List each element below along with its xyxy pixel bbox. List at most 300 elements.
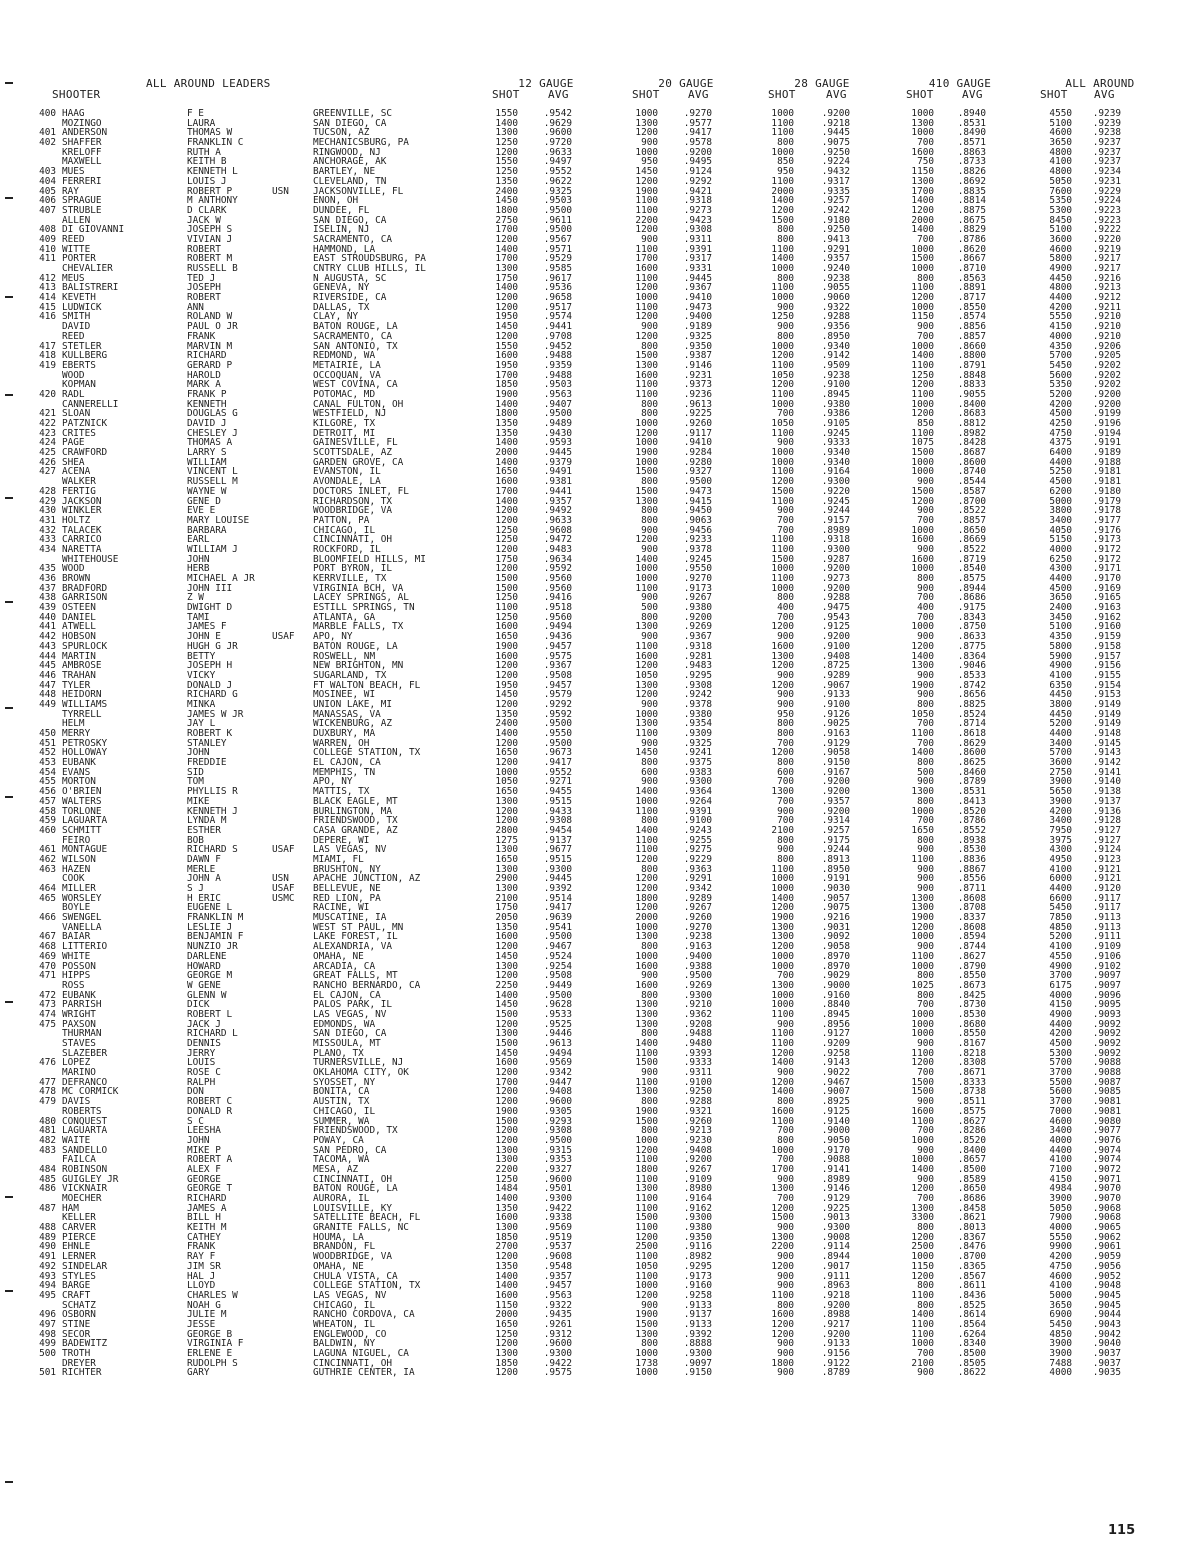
shot-410-cell: 1000 xyxy=(911,1251,934,1263)
avg-12-cell: .9600 xyxy=(543,1338,572,1350)
avg-410-cell: .8775 xyxy=(957,640,986,652)
shot-12-cell: 2000 xyxy=(495,447,518,459)
avg-all-cell: .9074 xyxy=(1092,1144,1121,1156)
city-state-cell: RIVERSIDE, CA xyxy=(313,292,387,304)
shot-410-cell: 1000 xyxy=(911,621,934,633)
table-row xyxy=(0,1029,1200,1039)
shot-12-cell: 1750 xyxy=(495,902,518,914)
avg-28-cell: .9129 xyxy=(821,737,850,749)
avg-12-cell: .9500 xyxy=(543,408,572,420)
avg-12-cell: .9552 xyxy=(543,166,572,178)
avg-20-cell: .9373 xyxy=(683,379,712,391)
avg-20-cell: .9255 xyxy=(683,834,712,846)
avg-12-cell: .9708 xyxy=(543,330,572,342)
avg-410-cell: .8829 xyxy=(957,224,986,236)
table-row xyxy=(0,1175,1200,1185)
rank-cell: 479 xyxy=(39,1096,56,1108)
first-name-cell: FREDDIE xyxy=(187,757,227,769)
rank-cell: 476 xyxy=(39,1057,56,1069)
table-row xyxy=(0,700,1200,710)
shot-20-cell: 1300 xyxy=(635,679,658,691)
shot-28-cell: 1000 xyxy=(771,999,794,1011)
avg-all-cell: .9181 xyxy=(1092,476,1121,488)
shot-410-cell: 1500 xyxy=(911,1086,934,1098)
first-name-cell: MARY LOUISE xyxy=(187,514,250,526)
table-row xyxy=(0,1039,1200,1049)
shot-12-cell: 1200 xyxy=(495,1096,518,1108)
shot-all-cell: 7100 xyxy=(1049,1163,1072,1175)
shot-all-cell: 5350 xyxy=(1049,195,1072,207)
avg-12-cell: .9628 xyxy=(543,999,572,1011)
table-row xyxy=(0,758,1200,768)
shot-all-cell: 3400 xyxy=(1049,815,1072,827)
last-name-cell: KOPMAN xyxy=(62,379,96,391)
shot-410-cell: 1700 xyxy=(911,185,934,197)
shot-410-cell: 1100 xyxy=(911,1289,934,1301)
avg-all-cell: .9229 xyxy=(1092,185,1121,197)
shot-20-cell: 1200 xyxy=(635,330,658,342)
avg-all-cell: .9097 xyxy=(1092,970,1121,982)
shot-410-cell: 400 xyxy=(917,602,934,614)
rank-cell: 426 xyxy=(39,456,56,468)
avg-20-cell: .9417 xyxy=(683,127,712,139)
shot-20-cell: 1200 xyxy=(635,1144,658,1156)
avg-12-cell: .9445 xyxy=(543,873,572,885)
shot-28-cell: 1100 xyxy=(771,427,794,439)
city-state-cell: MARBLE FALLS, TX xyxy=(313,621,404,633)
shot-28-cell: 1200 xyxy=(771,679,794,691)
shot-12-cell: 1300 xyxy=(495,1144,518,1156)
shot-410-cell: 900 xyxy=(917,543,934,555)
shot-410-cell: 700 xyxy=(917,1125,934,1137)
table-row xyxy=(0,923,1200,933)
shot-12-cell: 1200 xyxy=(495,233,518,245)
avg-12-cell: .9617 xyxy=(543,272,572,284)
avg-all-cell: .9056 xyxy=(1092,1260,1121,1272)
shot-28-cell: 1600 xyxy=(771,1105,794,1117)
rank-cell: 411 xyxy=(39,253,56,265)
avg-28-cell: .9030 xyxy=(821,883,850,894)
table-row xyxy=(0,1058,1200,1068)
avg-20-cell: .9225 xyxy=(683,408,712,420)
avg-410-cell: .8505 xyxy=(957,1357,986,1369)
first-name-cell: ANN xyxy=(187,301,204,313)
table-row xyxy=(0,177,1200,187)
shot-all-cell: 6175 xyxy=(1049,979,1072,991)
avg-20-cell: .9500 xyxy=(683,970,712,982)
rank-cell: 429 xyxy=(39,495,56,507)
shot-410-cell: 700 xyxy=(917,137,934,149)
avg-12-cell: .9550 xyxy=(543,728,572,739)
city-state-cell: DALLAS, TX xyxy=(313,301,370,313)
avg-20-cell: .8980 xyxy=(683,1183,712,1195)
avg-28-cell: .9445 xyxy=(821,127,850,139)
city-state-cell: LAS VEGAS, NV xyxy=(313,1289,387,1301)
rank-cell: 417 xyxy=(39,340,56,352)
first-name-cell: JOHN III xyxy=(187,582,233,594)
avg-12-cell: .9608 xyxy=(543,524,572,536)
avg-all-cell: .9160 xyxy=(1092,621,1121,633)
shot-28-cell: 1050 xyxy=(771,418,794,429)
shot-28-cell: 800 xyxy=(777,224,794,236)
table-row xyxy=(0,1126,1200,1136)
avg-410-cell: .8286 xyxy=(957,1125,986,1137)
avg-28-cell: .9143 xyxy=(821,1057,850,1069)
avg-all-cell: .9191 xyxy=(1092,437,1121,449)
rank-cell: 437 xyxy=(39,582,56,594)
avg-410-cell: .8400 xyxy=(957,1144,986,1156)
avg-410-cell: .8710 xyxy=(957,263,986,274)
shot-all-cell: 5100 xyxy=(1049,117,1072,129)
shot-410-cell: 700 xyxy=(917,1348,934,1359)
avg-410-cell: .8835 xyxy=(957,185,986,197)
shot-12-cell: 1300 xyxy=(495,844,518,856)
first-name-cell: KEITH M xyxy=(187,1222,227,1234)
avg-410-cell: .8671 xyxy=(957,1067,986,1079)
last-name-cell: WILLIAMS xyxy=(62,698,108,710)
avg-12-cell: .9567 xyxy=(543,233,572,245)
avg-12-cell: .9472 xyxy=(543,534,572,546)
last-name-cell: WHITE xyxy=(62,950,91,962)
table-row xyxy=(0,458,1200,468)
avg-12-cell: .9629 xyxy=(543,117,572,129)
avg-410-cell: .8608 xyxy=(957,921,986,933)
shot-410-cell: 1400 xyxy=(911,650,934,662)
avg-28-cell: .9057 xyxy=(821,892,850,904)
avg-28-cell: .9220 xyxy=(821,485,850,497)
avg-410-cell: .8552 xyxy=(957,824,986,836)
shot-410-cell: 1200 xyxy=(911,495,934,507)
shot-20-cell: 1100 xyxy=(635,243,658,255)
last-name-cell: TALACEK xyxy=(62,524,102,536)
shot-20-cell: 1100 xyxy=(635,1173,658,1185)
avg-12-cell: .9308 xyxy=(543,1125,572,1137)
avg-12-cell: .9592 xyxy=(543,708,572,720)
avg-12-cell: .9455 xyxy=(543,786,572,798)
shot-12-cell: 1700 xyxy=(495,1076,518,1088)
rank-cell: 428 xyxy=(39,485,56,497)
first-name-cell: VINCENT L xyxy=(187,466,238,478)
rank-cell: 450 xyxy=(39,728,56,739)
first-name-cell: WILLIAM xyxy=(187,456,227,468)
shot-28-cell: 1000 xyxy=(771,950,794,962)
shot-all-cell: 4750 xyxy=(1049,427,1072,439)
shot-12-cell: 1200 xyxy=(495,737,518,749)
avg-28-cell: .9180 xyxy=(821,214,850,226)
table-row xyxy=(0,748,1200,758)
avg-28-cell: .9126 xyxy=(821,708,850,720)
city-state-cell: RANCHO CORDOVA, CA xyxy=(313,1309,415,1321)
last-name-cell: FEIRO xyxy=(62,834,91,846)
table-row xyxy=(0,574,1200,584)
rank-cell: 493 xyxy=(39,1270,56,1282)
avg-all-cell: .9170 xyxy=(1092,573,1121,584)
avg-12-cell: .9503 xyxy=(543,379,572,391)
avg-410-cell: .8700 xyxy=(957,495,986,507)
city-state-cell: CASA GRANDE, AZ xyxy=(313,824,398,836)
avg-410-cell: .8733 xyxy=(957,156,986,168)
shot-12-cell: 1200 xyxy=(495,292,518,304)
city-state-cell: WOODBRIDGE, VA xyxy=(313,505,393,517)
city-state-cell: HOUMA, LA xyxy=(313,1231,364,1243)
shot-410-cell: 1200 xyxy=(911,640,934,652)
shot-410-cell: 1400 xyxy=(911,350,934,362)
first-name-cell: GEORGE M xyxy=(187,970,233,982)
shot-28-cell: 1200 xyxy=(771,941,794,953)
avg-12-cell: .9634 xyxy=(543,553,572,565)
avg-410-cell: .8625 xyxy=(957,757,986,769)
city-state-cell: RED LION, PA xyxy=(313,892,381,904)
shot-20-cell: 800 xyxy=(641,1028,658,1040)
shot-12-cell: 1484 xyxy=(495,1183,518,1195)
first-name-cell: GEORGE B xyxy=(187,1328,233,1340)
city-state-cell: PLANO, TX xyxy=(313,1047,364,1059)
first-name-cell: MICHAEL A JR xyxy=(187,573,255,584)
avg-all-cell: .9196 xyxy=(1092,418,1121,429)
avg-28-cell: .9157 xyxy=(821,514,850,526)
last-name-cell: TYLER xyxy=(62,679,91,691)
table-row xyxy=(0,1291,1200,1301)
shot-410-cell: 1000 xyxy=(911,456,934,468)
shot-20-cell: 600 xyxy=(641,766,658,778)
avg-20-cell: .9264 xyxy=(683,795,712,807)
last-name-cell: SCHMITT xyxy=(62,824,102,836)
first-name-cell: LAURA xyxy=(187,117,216,129)
avg-28-cell: .9238 xyxy=(821,369,850,381)
last-name-cell: NARETTA xyxy=(62,543,102,555)
shot-all-cell: 4000 xyxy=(1049,1134,1072,1146)
first-name-cell: JIM SR xyxy=(187,1260,221,1272)
avg-all-cell: .9068 xyxy=(1092,1212,1121,1224)
avg-all-cell: .9219 xyxy=(1092,243,1121,255)
avg-28-cell: .9217 xyxy=(821,1318,850,1330)
shot-12-cell: 1450 xyxy=(495,195,518,207)
shot-20-cell: 1100 xyxy=(635,204,658,216)
avg-28-cell: .9475 xyxy=(821,602,850,614)
last-name-cell: KELLER xyxy=(62,1212,96,1224)
table-row xyxy=(0,768,1200,778)
first-name-cell: DON xyxy=(187,1086,204,1098)
avg-28-cell: .9244 xyxy=(821,505,850,517)
shot-12-cell: 1700 xyxy=(495,224,518,236)
avg-410-cell: .8589 xyxy=(957,1173,986,1185)
avg-28-cell: .9029 xyxy=(821,970,850,982)
avg-12-cell: .9436 xyxy=(543,631,572,643)
shot-12-cell: 1650 xyxy=(495,466,518,478)
shot-28-cell: 1200 xyxy=(771,902,794,914)
last-name-cell: STETLER xyxy=(62,340,102,352)
avg-all-cell: .9097 xyxy=(1092,979,1121,991)
shot-28-cell: 1800 xyxy=(771,1357,794,1369)
avg-410-cell: .8575 xyxy=(957,1105,986,1117)
shot-12-cell: 1200 xyxy=(495,1018,518,1030)
last-name-cell: STRUBLE xyxy=(62,204,102,216)
avg-all-cell: .9149 xyxy=(1092,718,1121,730)
table-row xyxy=(0,1262,1200,1272)
city-state-cell: AURORA, IL xyxy=(313,1193,370,1204)
first-name-cell: JAMES A xyxy=(187,1202,227,1214)
shot-20-cell: 800 xyxy=(641,1338,658,1350)
shot-410-cell: 700 xyxy=(917,1067,934,1079)
avg-28-cell: .9357 xyxy=(821,795,850,807)
city-state-cell: MUSCATINE, IA xyxy=(313,912,387,924)
avg-20-cell: .9150 xyxy=(683,1367,712,1379)
last-name-cell: CRAWFORD xyxy=(62,447,108,459)
first-name-cell: GARY xyxy=(187,1367,210,1379)
table-row xyxy=(0,390,1200,400)
last-name-cell: CARVER xyxy=(62,1222,96,1234)
last-name-cell: PETROSKY xyxy=(62,737,108,749)
shot-410-cell: 900 xyxy=(917,776,934,788)
city-state-cell: DETROIT, MI xyxy=(313,427,376,439)
shot-12-cell: 1900 xyxy=(495,640,518,652)
avg-12-cell: .9441 xyxy=(543,321,572,333)
shot-20-cell: 1100 xyxy=(635,1251,658,1263)
city-state-cell: BLOOMFIELD HILLS, MI xyxy=(313,553,426,565)
shot-all-cell: 3600 xyxy=(1049,757,1072,769)
avg-20-cell: .9421 xyxy=(683,185,712,197)
city-state-cell: CNTRY CLUB HILLS, IL xyxy=(313,263,426,274)
avg-28-cell: .8988 xyxy=(821,1309,850,1321)
table-row xyxy=(0,1117,1200,1127)
shot-all-cell: 4800 xyxy=(1049,282,1072,294)
avg-410-cell: .8786 xyxy=(957,815,986,827)
avg-410-cell: .8700 xyxy=(957,1251,986,1263)
shot-12-cell: 1250 xyxy=(495,534,518,546)
shot-all-cell: 4200 xyxy=(1049,301,1072,313)
shot-28-cell: 1200 xyxy=(771,1328,794,1340)
avg-28-cell: .9129 xyxy=(821,1193,850,1204)
avg-20-cell: .9284 xyxy=(683,447,712,459)
avg-410-cell: .8667 xyxy=(957,253,986,265)
shot-410-cell: 700 xyxy=(917,999,934,1011)
shot-all-cell: 3400 xyxy=(1049,514,1072,526)
all-around-shot-header: SHOT xyxy=(1040,88,1068,101)
shot-12-cell: 1200 xyxy=(495,514,518,526)
gauge-20-avg-header: AVG xyxy=(688,88,709,101)
avg-all-cell: .9072 xyxy=(1092,1163,1121,1175)
avg-12-cell: .9560 xyxy=(543,582,572,594)
shot-20-cell: 1200 xyxy=(635,224,658,236)
last-name-cell: MARTIN xyxy=(62,650,96,662)
city-state-cell: LAGUNA NIGUEL, CA xyxy=(313,1348,409,1359)
shot-all-cell: 3400 xyxy=(1049,1125,1072,1137)
avg-all-cell: .9117 xyxy=(1092,892,1121,904)
shot-410-cell: 700 xyxy=(917,611,934,623)
avg-410-cell: .8364 xyxy=(957,650,986,662)
avg-28-cell: .9125 xyxy=(821,1105,850,1117)
avg-12-cell: .9613 xyxy=(543,1038,572,1049)
shot-20-cell: 800 xyxy=(641,815,658,827)
avg-12-cell: .9517 xyxy=(543,301,572,313)
first-name-cell: MARK A xyxy=(187,379,221,391)
shot-410-cell: 900 xyxy=(917,1096,934,1108)
city-state-cell: BURLINGTON, MA xyxy=(313,805,393,817)
shot-20-cell: 1050 xyxy=(635,669,658,681)
rank-cell: 445 xyxy=(39,660,56,672)
city-state-cell: WHEATON, IL xyxy=(313,1318,376,1330)
city-state-cell: CINCINNATI, OH xyxy=(313,1173,393,1185)
first-name-cell: VIRGINIA F xyxy=(187,1338,244,1350)
rank-cell: 442 xyxy=(39,631,56,643)
avg-all-cell: .9113 xyxy=(1092,921,1121,933)
shot-410-cell: 1300 xyxy=(911,660,934,672)
avg-20-cell: .9243 xyxy=(683,824,712,836)
last-name-cell: EHNLE xyxy=(62,1241,91,1253)
avg-all-cell: .9210 xyxy=(1092,311,1121,323)
page-number: 115 xyxy=(1108,1523,1136,1538)
first-name-cell: CHESLEY J xyxy=(187,427,238,439)
avg-20-cell: .9063 xyxy=(683,514,712,526)
city-state-cell: COLLEGE STATION, TX xyxy=(313,1280,421,1292)
rank-cell: 464 xyxy=(39,883,56,894)
first-name-cell: JESSE xyxy=(187,1318,216,1330)
shot-all-cell: 4000 xyxy=(1049,1367,1072,1379)
shot-12-cell: 1300 xyxy=(495,863,518,875)
avg-410-cell: .8711 xyxy=(957,883,986,894)
avg-28-cell: .8789 xyxy=(821,1367,850,1379)
avg-all-cell: .9210 xyxy=(1092,330,1121,342)
avg-all-cell: .9162 xyxy=(1092,611,1121,623)
last-name-cell: KEVETH xyxy=(62,292,96,304)
shot-28-cell: 900 xyxy=(777,505,794,517)
avg-12-cell: .9500 xyxy=(543,224,572,236)
shot-all-cell: 3650 xyxy=(1049,1299,1072,1311)
avg-12-cell: .9254 xyxy=(543,960,572,972)
avg-28-cell: .9288 xyxy=(821,311,850,323)
shot-28-cell: 1400 xyxy=(771,253,794,265)
shot-12-cell: 1250 xyxy=(495,611,518,623)
avg-410-cell: .8857 xyxy=(957,514,986,526)
avg-all-cell: .9088 xyxy=(1092,1057,1121,1069)
avg-all-cell: .9068 xyxy=(1092,1202,1121,1214)
shot-12-cell: 1350 xyxy=(495,921,518,933)
shot-all-cell: 4200 xyxy=(1049,1028,1072,1040)
first-name-cell: ROLAND W xyxy=(187,311,233,323)
avg-20-cell: .9200 xyxy=(683,146,712,158)
avg-all-cell: .9081 xyxy=(1092,1096,1121,1108)
first-name-cell: FRANK P xyxy=(187,388,227,400)
avg-all-cell: .9138 xyxy=(1092,786,1121,798)
avg-12-cell: .9658 xyxy=(543,292,572,304)
avg-all-cell: .9140 xyxy=(1092,776,1121,788)
table-row xyxy=(0,1368,1200,1378)
first-name-cell: RUSSELL M xyxy=(187,476,238,488)
table-row xyxy=(0,535,1200,545)
last-name-cell: SPURLOCK xyxy=(62,640,108,652)
last-name-cell: OSBORN xyxy=(62,1309,96,1321)
avg-12-cell: .9293 xyxy=(543,1115,572,1127)
shot-28-cell: 1500 xyxy=(771,485,794,497)
shot-12-cell: 1350 xyxy=(495,708,518,720)
shot-20-cell: 1000 xyxy=(635,1280,658,1292)
first-name-cell: HAL J xyxy=(187,1270,216,1282)
shot-20-cell: 800 xyxy=(641,941,658,953)
first-name-cell: ROBERT C xyxy=(187,1096,233,1108)
city-state-cell: JACKSONVILLE, FL xyxy=(313,185,404,197)
last-name-cell: SPRAGUE xyxy=(62,195,102,207)
table-row xyxy=(0,1223,1200,1233)
last-name-cell: EUBANK xyxy=(62,757,96,769)
shot-12-cell: 1350 xyxy=(495,418,518,429)
avg-28-cell: .8970 xyxy=(821,950,850,962)
avg-28-cell: .9257 xyxy=(821,195,850,207)
shot-all-cell: 4500 xyxy=(1049,1038,1072,1049)
last-name-cell: MAXWELL xyxy=(62,156,102,168)
first-name-cell: JULIE M xyxy=(187,1309,227,1321)
shot-20-cell: 500 xyxy=(641,602,658,614)
avg-20-cell: .9577 xyxy=(683,117,712,129)
